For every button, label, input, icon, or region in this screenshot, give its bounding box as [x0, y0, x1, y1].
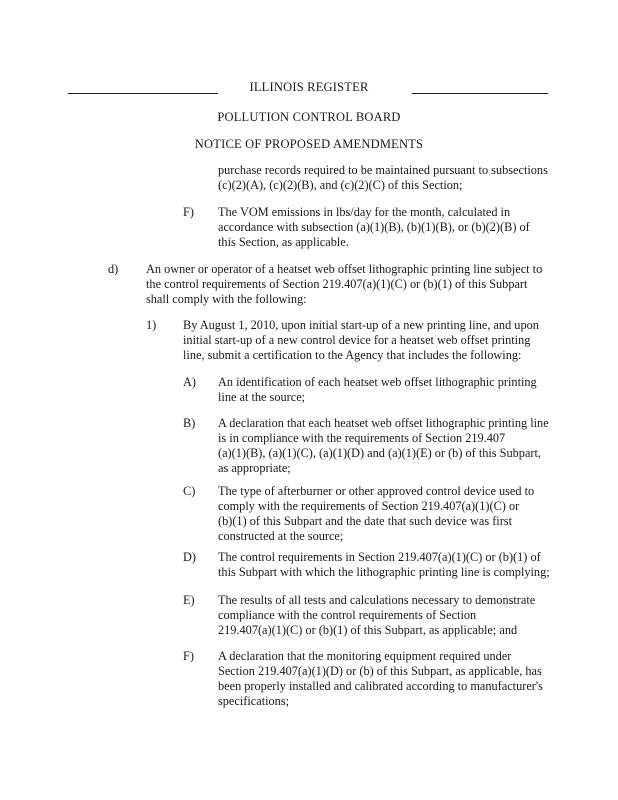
item-label-c: C) [183, 484, 196, 498]
text-line: line at the source; [218, 390, 306, 404]
text-line: been properly installed and calibrated according to manufacturer's [218, 679, 543, 693]
text-line: is in compliance with the requirements of Section 219.407 [218, 431, 506, 445]
text-line: specifications; [218, 694, 290, 708]
text-line: comply with the requirements of Section 219.407(a)(1)(C) or [218, 499, 520, 513]
notice-title: NOTICE OF PROPOSED AMENDMENTS [194, 137, 424, 151]
item-label-f-monitoring: F) [183, 649, 194, 663]
text-line: shall comply with the following: [146, 292, 307, 306]
text-line: The VOM emissions in lbs/day for the month, calculated in [218, 205, 511, 219]
text-line: The control requirements in Section 219.407(a)(1)(C) or (b)(1) of [218, 550, 541, 564]
text-line: accordance with subsection (a)(1)(B), (b)(1)(B), or (b)(2)(B) of [218, 220, 530, 234]
text-line: A declaration that each heatset web offset lithographic printing line [218, 416, 549, 430]
item-1-text [183, 318, 539, 363]
item-f-monitoring-text [218, 649, 543, 709]
item-d-text [146, 262, 542, 307]
text-line: Section 219.407(a)(1)(D) or (b) of this Subpart, as applicable, has [218, 664, 542, 678]
item-b-text [218, 416, 549, 476]
text-line: purchase records required to be maintained pursuant to subsections [218, 163, 548, 177]
text-line: line, submit a certification to the Agency that includes the following: [183, 348, 522, 362]
text-line: An owner or operator of a heatset web offset lithographic printing line subject to [146, 262, 543, 276]
text-line: (a)(1)(B), (a)(1)(C), (a)(1)(D) and (a)(1)(E) or (b) of this Subpart, [218, 446, 541, 460]
item-a-text [218, 375, 537, 405]
text-line: this Section, as applicable. [218, 235, 349, 249]
agency-title: POLLUTION CONTROL BOARD [217, 110, 401, 124]
continued-paragraph [218, 163, 548, 193]
text-line: 219.407(a)(1)(C) or (b)(1) of this Subpart, as applicable; and [218, 623, 518, 637]
item-d-upper-text [218, 550, 550, 580]
text-line: By August 1, 2010, upon initial start-up of a new printing line, and upon [183, 318, 539, 332]
text-line: (c)(2)(A), (c)(2)(B), and (c)(2)(C) of this Section; [218, 178, 463, 192]
text-line: compliance with the control requirements of Section [218, 608, 477, 622]
text-line: The results of all tests and calculations necessary to demonstrate [218, 593, 536, 607]
item-label-1: 1) [146, 318, 157, 332]
text-line: (b)(1) of this Subpart and the date that such device was first [218, 514, 513, 528]
item-label-b: B) [183, 416, 196, 430]
text-line: this Subpart with which the lithographic printing line is complying; [218, 565, 550, 579]
text-line: the control requirements of Section 219.407(a)(1)(C) or (b)(1) of this Subpart [146, 277, 528, 291]
text-line: A declaration that the monitoring equipment required under [218, 649, 512, 663]
item-label-a: A) [183, 375, 196, 389]
item-e-text [218, 593, 535, 638]
text-line: as appropriate; [218, 461, 291, 475]
item-label-e: E) [183, 593, 195, 607]
item-f-vom-text [218, 205, 530, 250]
text-line: constructed at the source; [218, 529, 344, 543]
register-title: ILLINOIS REGISTER [249, 80, 369, 94]
item-c-text [218, 484, 534, 544]
item-label-d: d) [108, 262, 119, 276]
text-line: The type of afterburner or other approved control device used to [218, 484, 535, 498]
text-line: initial start-up of a new control device for a heatset web offset printing [183, 333, 531, 347]
item-label-d-upper: D) [183, 550, 196, 564]
item-label-f-vom: F) [183, 205, 194, 219]
text-line: An identification of each heatset web offset lithographic printing [218, 375, 537, 389]
